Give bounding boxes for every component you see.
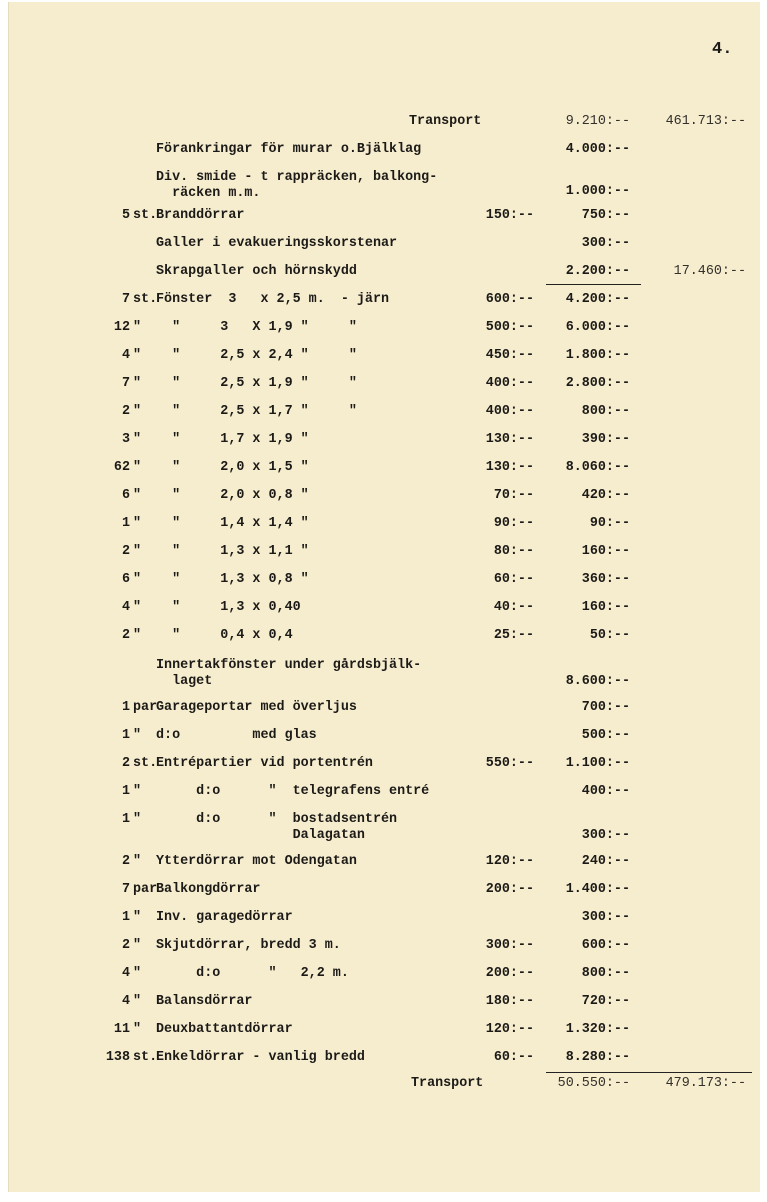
item-unit-price: 550:-- bbox=[485, 756, 534, 771]
item-unit-price: 150:-- bbox=[485, 208, 534, 223]
item-description: " 2,5 x 1,7 " " bbox=[156, 404, 357, 419]
line-item-row bbox=[9, 488, 760, 504]
item-amount: 1.320:-- bbox=[565, 1022, 630, 1037]
line-item-row bbox=[9, 208, 760, 224]
item-unit: " bbox=[133, 1022, 142, 1037]
item-unit-price: 120:-- bbox=[485, 854, 534, 869]
item-unit-price: 25:-- bbox=[493, 628, 534, 643]
item-amount: 8.280:-- bbox=[565, 1050, 630, 1065]
item-description: " 3 X 1,9 " " bbox=[156, 320, 357, 335]
item-amount: 390:-- bbox=[581, 432, 630, 447]
item-unit: " bbox=[133, 994, 142, 1009]
item-amount: 800:-- bbox=[581, 404, 630, 419]
line-item-row bbox=[9, 1022, 760, 1038]
line-item-row bbox=[9, 376, 760, 392]
line-item-row bbox=[9, 910, 760, 926]
item-amount: 800:-- bbox=[581, 966, 630, 981]
item-unit: " bbox=[133, 938, 142, 953]
line-item-row bbox=[9, 170, 760, 201]
line-item-row bbox=[9, 600, 760, 616]
item-amount: 2.200:-- bbox=[565, 264, 630, 279]
item-quantity: 7 bbox=[121, 376, 130, 391]
item-unit: " bbox=[133, 628, 142, 643]
item-amount: 160:-- bbox=[581, 544, 630, 559]
item-amount: 90:-- bbox=[589, 516, 630, 531]
item-unit: " bbox=[133, 728, 142, 743]
item-description: Skrapgaller och hörnskydd bbox=[156, 264, 357, 279]
item-quantity: 6 bbox=[121, 488, 130, 503]
item-unit: st. bbox=[133, 292, 158, 307]
item-unit-price: 90:-- bbox=[493, 516, 534, 531]
item-amount: 400:-- bbox=[581, 784, 630, 799]
line-item-row bbox=[9, 784, 760, 800]
item-description: " 2,5 x 1,9 " " bbox=[156, 376, 357, 391]
item-amount: 300:-- bbox=[581, 236, 630, 251]
item-unit: " bbox=[133, 600, 142, 615]
item-unit: st. bbox=[133, 208, 158, 223]
line-item-row bbox=[9, 700, 760, 716]
item-quantity: 1 bbox=[121, 812, 130, 827]
item-amount: 420:-- bbox=[581, 488, 630, 503]
line-item-row bbox=[9, 432, 760, 448]
item-description: d:o " 2,2 m. bbox=[156, 966, 349, 981]
item-amount: 700:-- bbox=[581, 700, 630, 715]
item-quantity: 2 bbox=[121, 756, 130, 771]
item-unit-price: 180:-- bbox=[485, 994, 534, 1009]
item-amount: 1.000:-- bbox=[565, 184, 630, 199]
item-description: Div. smide - t rappräcken, balkong- räcken m.m. bbox=[156, 170, 438, 201]
item-unit: " bbox=[133, 572, 142, 587]
item-amount: 1.400:-- bbox=[565, 882, 630, 897]
item-quantity: 1 bbox=[121, 784, 130, 799]
item-unit-price: 600:-- bbox=[485, 292, 534, 307]
transport-label: Transport bbox=[409, 114, 482, 129]
item-quantity: 2 bbox=[121, 544, 130, 559]
item-quantity: 5 bbox=[121, 208, 130, 223]
page-number: 4. bbox=[712, 40, 733, 59]
line-item-row bbox=[9, 756, 760, 772]
item-unit: " bbox=[133, 432, 142, 447]
item-quantity: 2 bbox=[121, 404, 130, 419]
item-description: " 1,3 x 0,8 " bbox=[156, 572, 309, 587]
line-item-row bbox=[9, 142, 760, 158]
item-quantity: 2 bbox=[121, 938, 130, 953]
line-item-row bbox=[9, 236, 760, 252]
line-item-row bbox=[9, 404, 760, 420]
item-unit: " bbox=[133, 854, 142, 869]
line-item-row bbox=[9, 320, 760, 336]
item-quantity: 138 bbox=[105, 1050, 130, 1065]
subtotal-underline bbox=[546, 284, 641, 285]
item-unit-price: 70:-- bbox=[493, 488, 534, 503]
item-description: Balkongdörrar bbox=[156, 882, 261, 897]
item-quantity: 1 bbox=[121, 728, 130, 743]
item-quantity: 4 bbox=[121, 966, 130, 981]
item-description: " 1,3 x 1,1 " bbox=[156, 544, 309, 559]
item-unit-price: 400:-- bbox=[485, 404, 534, 419]
transport-header-row bbox=[9, 114, 760, 130]
line-item-row bbox=[9, 516, 760, 532]
item-amount: 750:-- bbox=[581, 208, 630, 223]
line-item-row bbox=[9, 854, 760, 870]
item-quantity: 1 bbox=[121, 516, 130, 531]
item-amount: 2.800:-- bbox=[565, 376, 630, 391]
item-amount: 50:-- bbox=[589, 628, 630, 643]
item-unit: " bbox=[133, 376, 142, 391]
line-item-row bbox=[9, 628, 760, 644]
item-amount: 4.000:-- bbox=[565, 142, 630, 157]
item-quantity: 2 bbox=[121, 628, 130, 643]
item-description: Branddörrar bbox=[156, 208, 245, 223]
item-amount: 160:-- bbox=[581, 600, 630, 615]
line-item-row bbox=[9, 728, 760, 744]
line-item-row bbox=[9, 966, 760, 982]
item-description: Enkeldörrar - vanlig bredd bbox=[156, 1050, 365, 1065]
line-item-row bbox=[9, 348, 760, 364]
item-quantity: 4 bbox=[121, 994, 130, 1009]
item-amount: 720:-- bbox=[581, 994, 630, 1009]
item-subtotal: 17.460:-- bbox=[673, 264, 746, 279]
item-description: Deuxbattantdörrar bbox=[156, 1022, 293, 1037]
line-item-row bbox=[9, 572, 760, 588]
item-unit: par bbox=[133, 882, 158, 897]
item-description: " 0,4 x 0,4 bbox=[156, 628, 293, 643]
item-amount: 8.600:-- bbox=[565, 674, 630, 689]
item-description: Entrépartier vid portentrén bbox=[156, 756, 373, 771]
transport-footer-row bbox=[9, 1076, 760, 1092]
transport-total: 461.713:-- bbox=[665, 114, 746, 129]
item-description: Inv. garagedörrar bbox=[156, 910, 293, 925]
item-description: Innertakfönster under gårdsbjälk- laget bbox=[156, 658, 422, 689]
item-unit-price: 40:-- bbox=[493, 600, 534, 615]
item-description: Ytterdörrar mot Odengatan bbox=[156, 854, 357, 869]
item-unit: " bbox=[133, 544, 142, 559]
item-unit-price: 60:-- bbox=[493, 572, 534, 587]
item-quantity: 3 bbox=[121, 432, 130, 447]
item-unit: " bbox=[133, 910, 142, 925]
line-item-row bbox=[9, 460, 760, 476]
item-unit: " bbox=[133, 966, 142, 981]
transport-amount: 9.210:-- bbox=[565, 114, 630, 129]
item-amount: 600:-- bbox=[581, 938, 630, 953]
item-quantity: 1 bbox=[121, 910, 130, 925]
item-unit: st. bbox=[133, 756, 158, 771]
item-description: Förankringar för murar o.Bjälklag bbox=[156, 142, 422, 157]
item-amount: 300:-- bbox=[581, 910, 630, 925]
item-quantity: 11 bbox=[113, 1022, 130, 1037]
line-item-row bbox=[9, 658, 760, 689]
transport-footer-amount: 50.550:-- bbox=[557, 1076, 630, 1091]
item-description: Skjutdörrar, bredd 3 m. bbox=[156, 938, 341, 953]
item-unit-price: 450:-- bbox=[485, 348, 534, 363]
item-quantity: 7 bbox=[121, 882, 130, 897]
item-unit-price: 80:-- bbox=[493, 544, 534, 559]
line-item-row bbox=[9, 938, 760, 954]
item-amount: 500:-- bbox=[581, 728, 630, 743]
item-unit: " bbox=[133, 784, 142, 799]
item-amount: 8.060:-- bbox=[565, 460, 630, 475]
item-description: " 2,5 x 2,4 " " bbox=[156, 348, 357, 363]
item-amount: 360:-- bbox=[581, 572, 630, 587]
item-description: Garageportar med överljus bbox=[156, 700, 357, 715]
item-unit-price: 120:-- bbox=[485, 1022, 534, 1037]
transport-footer-label: Transport bbox=[411, 1076, 484, 1091]
transport-footer-total: 479.173:-- bbox=[665, 1076, 746, 1091]
item-unit: " bbox=[133, 404, 142, 419]
item-description: Balansdörrar bbox=[156, 994, 253, 1009]
item-quantity: 4 bbox=[121, 600, 130, 615]
item-amount: 6.000:-- bbox=[565, 320, 630, 335]
item-unit: " bbox=[133, 516, 142, 531]
line-item-row bbox=[9, 882, 760, 898]
line-item-row bbox=[9, 994, 760, 1010]
item-unit-price: 300:-- bbox=[485, 938, 534, 953]
item-description: " 1,4 x 1,4 " bbox=[156, 516, 309, 531]
item-quantity: 62 bbox=[113, 460, 130, 475]
item-description: " 2,0 x 1,5 " bbox=[156, 460, 309, 475]
item-unit-price: 130:-- bbox=[485, 460, 534, 475]
item-quantity: 4 bbox=[121, 348, 130, 363]
item-unit-price: 500:-- bbox=[485, 320, 534, 335]
item-description: " 1,3 x 0,40 bbox=[156, 600, 301, 615]
item-description: Galler i evakueringsskorstenar bbox=[156, 236, 398, 251]
item-description: " 1,7 x 1,9 " bbox=[156, 432, 309, 447]
item-quantity: 6 bbox=[121, 572, 130, 587]
item-quantity: 2 bbox=[121, 854, 130, 869]
item-description: " 2,0 x 0,8 " bbox=[156, 488, 309, 503]
item-amount: 240:-- bbox=[581, 854, 630, 869]
item-unit-price: 400:-- bbox=[485, 376, 534, 391]
item-description: d:o med glas bbox=[156, 728, 317, 743]
item-amount: 300:-- bbox=[581, 828, 630, 843]
item-quantity: 1 bbox=[121, 700, 130, 715]
line-item-row bbox=[9, 544, 760, 560]
line-item-row bbox=[9, 264, 760, 280]
item-unit: " bbox=[133, 320, 142, 335]
item-unit-price: 130:-- bbox=[485, 432, 534, 447]
item-unit: " bbox=[133, 812, 142, 827]
item-amount: 1.100:-- bbox=[565, 756, 630, 771]
item-unit: " bbox=[133, 488, 142, 503]
line-item-row bbox=[9, 812, 760, 843]
item-description: Fönster 3 x 2,5 m. - järn bbox=[156, 292, 390, 307]
item-unit: " bbox=[133, 348, 142, 363]
item-unit-price: 60:-- bbox=[493, 1050, 534, 1065]
document-page bbox=[8, 2, 760, 1192]
item-unit: st. bbox=[133, 1050, 158, 1065]
item-quantity: 7 bbox=[121, 292, 130, 307]
item-amount: 1.800:-- bbox=[565, 348, 630, 363]
item-unit-price: 200:-- bbox=[485, 966, 534, 981]
item-description: d:o " bostadsentrén Dalagatan bbox=[196, 812, 398, 843]
item-quantity: 12 bbox=[113, 320, 130, 335]
item-description: d:o " telegrafens entré bbox=[156, 784, 430, 799]
item-unit: par bbox=[133, 700, 158, 715]
final-underline bbox=[546, 1072, 752, 1073]
line-item-row bbox=[9, 292, 760, 308]
item-amount: 4.200:-- bbox=[565, 292, 630, 307]
item-unit: " bbox=[133, 460, 142, 475]
line-item-row bbox=[9, 1050, 760, 1066]
item-unit-price: 200:-- bbox=[485, 882, 534, 897]
